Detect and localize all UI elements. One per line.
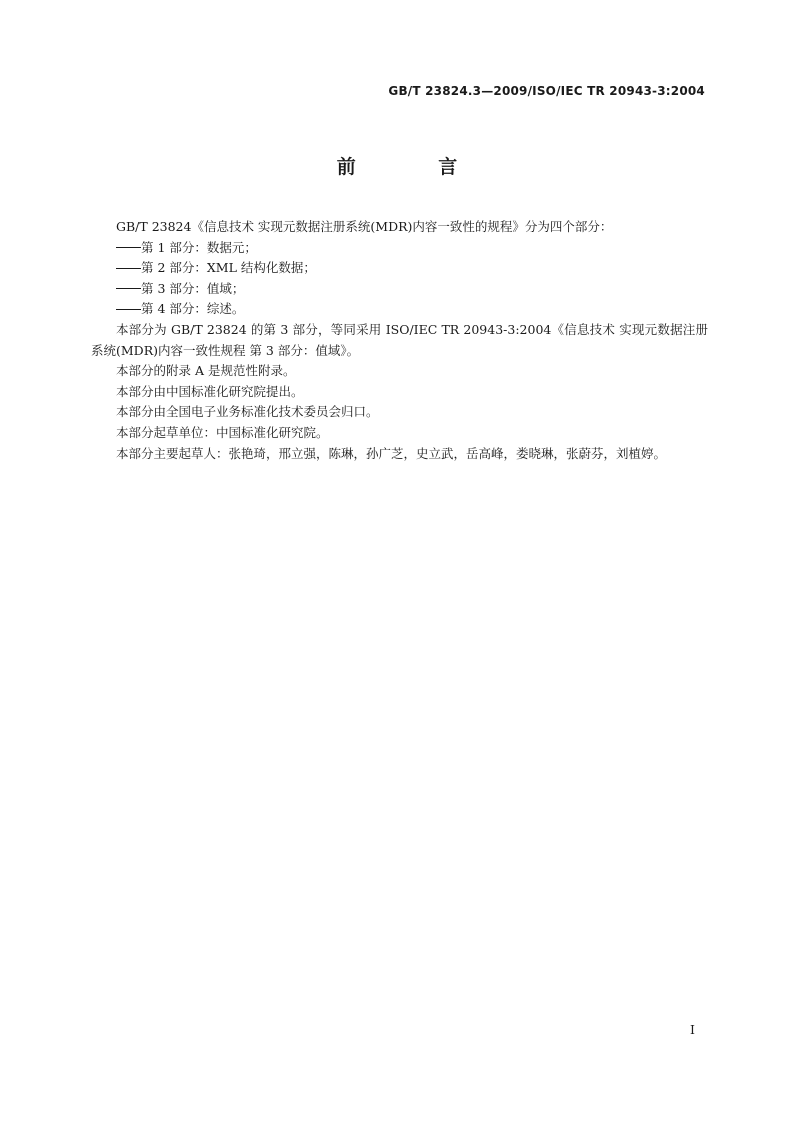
standard-code-header: GB/T 23824.3—2009/ISO/IEC TR 20943-3:2004 [388, 84, 705, 98]
list-item [91, 299, 708, 320]
list-item [91, 238, 708, 259]
adoption-paragraph: 本部分为 GB/T 23824 的第 3 部分，等同采用 ISO/IEC TR 20943-3:2004《信息技术 实现元数据注册系统(MDR)内容一致性规程 第 3 部分：值域》。 [91, 321, 708, 358]
proposer-paragraph: 本部分由中国标准化研究院提出。 [116, 383, 304, 399]
list-item [91, 258, 708, 279]
foreword-body [91, 217, 708, 464]
dash-mark [116, 309, 141, 311]
list-item-text: 第 3 部分：值域； [141, 280, 245, 296]
list-item-text: 第 1 部分：数据元； [141, 239, 257, 255]
list-item-text: 第 4 部分：综述。 [141, 301, 245, 317]
page-title: 前 言 [336, 156, 496, 178]
drafters-paragraph: 本部分主要起草人：张艳琦，邢立强，陈琳，孙广芝，史立武，岳高峰，娄晓琳，张蔚芬，刘植婷。 [116, 445, 667, 461]
list-item-text: 第 2 部分：XML 结构化数据； [141, 260, 316, 276]
dash-mark [116, 247, 141, 249]
list-item [91, 279, 708, 300]
intro-paragraph: GB/T 23824《信息技术 实现元数据注册系统(MDR)内容一致性的规程》分为四个部分： [116, 219, 613, 234]
annex-paragraph: 本部分的附录 A 是规范性附录。 [116, 363, 296, 379]
drafting-unit-paragraph: 本部分起草单位：中国标准化研究院。 [116, 424, 329, 440]
page-number: I [690, 1022, 695, 1037]
dash-mark [116, 268, 141, 270]
centralized-paragraph: 本部分由全国电子业务标准化技术委员会归口。 [116, 404, 379, 420]
dash-mark [116, 288, 141, 290]
